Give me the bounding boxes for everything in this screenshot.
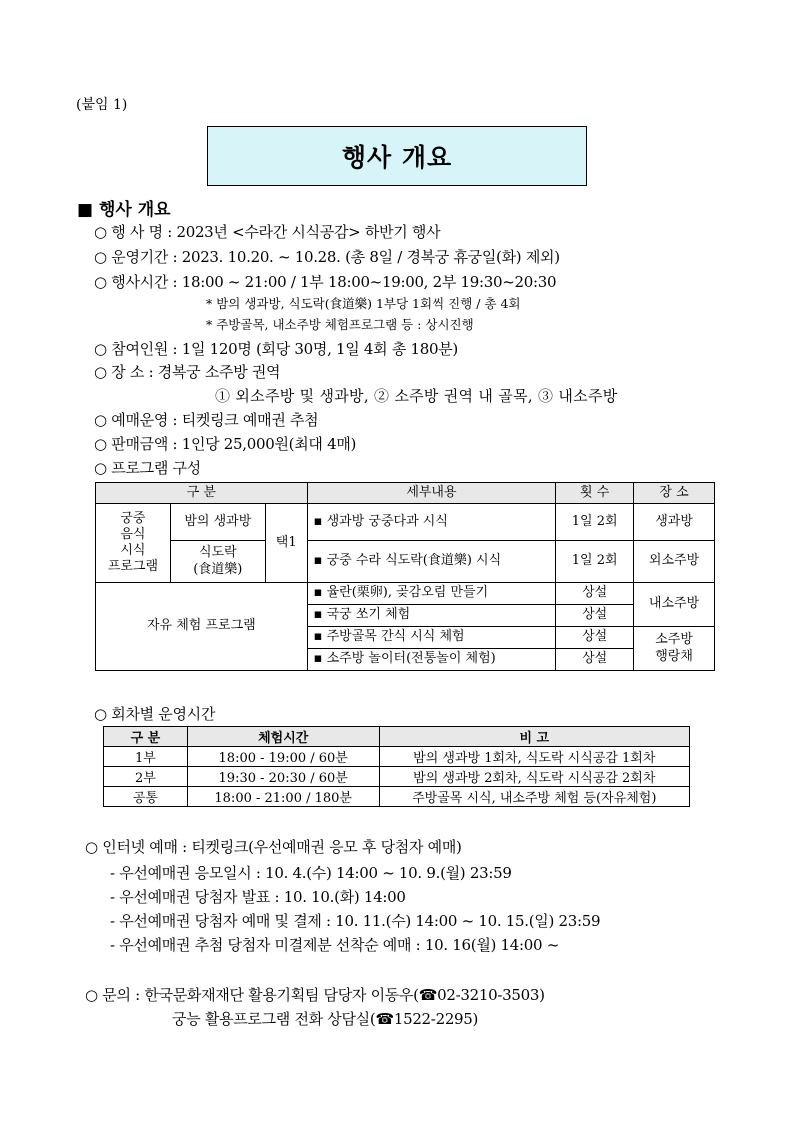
time-table-header-row: [104, 727, 690, 747]
time-header-time: 체험시간: [187, 727, 379, 747]
group-1-label: [96, 504, 171, 583]
time-division: 공통: [104, 787, 188, 807]
phone-icon: ☎: [375, 1010, 394, 1028]
program-place-line: 소주방: [655, 632, 693, 648]
hours-note-1: * 밤의 생과방, 식도락(食道樂) 1부당 1회씩 진행 / 총 4회: [206, 296, 521, 311]
table-row: [96, 504, 715, 541]
program-detail: ▪ 소주방 놀이터(전통놀이 체험): [307, 649, 556, 671]
group-1-line: 음식: [120, 526, 146, 542]
time-range: 18:00 - 21:00 / 180분: [187, 787, 379, 807]
program-count: 상설: [556, 605, 634, 627]
place-line: ○ 장 소 : 경복궁 소주방 권역: [94, 363, 281, 381]
period-line: ○ 운영기간 : 2023. 10.20. ~ 10.28. (총 8일 / 경복궁 휴궁일(화) 제외): [94, 248, 560, 266]
select-label: 택1: [265, 504, 307, 583]
online-line: - 우선예매권 당첨자 예매 및 결제 : 10. 11.(수) 14:00 ~ 10. 15.(일) 23:59: [110, 912, 601, 930]
header-detail: 세부내용: [307, 483, 556, 504]
table-row: [96, 541, 715, 583]
program-detail: ▪ 율란(栗卵), 곶감오림 만들기: [307, 583, 556, 605]
time-note: 밤의 생과방 2회차, 식도락 시식공감 2회차: [379, 767, 689, 787]
program-table: [95, 482, 715, 671]
group-1-line: 시식: [120, 543, 146, 558]
program-detail: ▪ 주방골목 간식 시식 체험: [307, 627, 556, 649]
contact-text: 궁능 활용프로그램 전화 상담실(: [172, 1010, 376, 1028]
header-division: 구 분: [96, 483, 308, 504]
program-place: 외소주방: [634, 541, 715, 583]
time-table: [103, 726, 690, 807]
program-heading: ○ 프로그램 구성: [94, 459, 201, 477]
time-range: 19:30 - 20:30 / 60분: [187, 767, 379, 787]
program-name: 밤의 생과방: [170, 504, 265, 541]
header-place: 장 소: [634, 483, 715, 504]
event-name-line: ○ 행 사 명 : 2023년 <수라간 시식공감> 하반기 행사: [94, 223, 441, 241]
time-division: 1부: [104, 747, 188, 767]
contact-line-2: [172, 1008, 478, 1029]
page-title: [207, 126, 587, 186]
sales-line: ○ 예매운영 : 티켓링크 예매권 추첨: [94, 411, 319, 429]
contact-phone: 02-3210-3503): [437, 986, 545, 1004]
header-count: 횟 수: [556, 483, 634, 504]
page-title-text: 행사 개요: [341, 143, 453, 172]
program-count: 상설: [556, 649, 634, 671]
online-line: - 우선예매권 추첨 당첨자 미결제분 선착순 예매 : 10. 16(월) 14:00 ~: [110, 936, 560, 954]
online-heading: ○ 인터넷 예매 : 티켓링크(우선예매권 응모 후 당첨자 예매): [85, 838, 462, 856]
program-name: [170, 541, 265, 583]
program-place-line: 행랑채: [655, 648, 693, 664]
hours-line: ○ 행사시간 : 18:00 ~ 21:00 / 1부 18:00~19:00, 2부 19:30~20:30: [94, 273, 557, 291]
program-place: [634, 627, 715, 671]
time-header-note: 비 고: [379, 727, 689, 747]
time-range: 18:00 - 19:00 / 60분: [187, 747, 379, 767]
phone-icon: ☎: [418, 986, 438, 1004]
attachment-label: (붙임 1): [76, 97, 128, 113]
program-detail: ▪ 국궁 쏘기 체험: [307, 605, 556, 627]
online-line: - 우선예매권 당첨자 발표 : 10. 10.(화) 14:00: [110, 888, 406, 906]
program-count: 상설: [556, 627, 634, 649]
time-note: 주방골목 시식, 내소주방 체험 등(자유체험): [379, 787, 689, 807]
online-line: - 우선예매권 응모일시 : 10. 4.(수) 14:00 ~ 10. 9.(월) 23:59: [110, 864, 512, 882]
program-name-line: (食道樂): [193, 561, 243, 577]
section-heading: ■ 행사 개요: [77, 200, 171, 220]
program-place: 생과방: [634, 504, 715, 541]
program-count: 1일 2회: [556, 541, 634, 583]
program-count: 상설: [556, 583, 634, 605]
time-header-division: 구 분: [104, 727, 188, 747]
group-1-line: 궁중: [120, 510, 146, 526]
program-count: 1일 2회: [556, 504, 634, 541]
program-name-line: 식도락: [198, 545, 237, 561]
time-heading: ○ 회차별 운영시간: [94, 705, 216, 723]
place-detail-line: ① 외소주방 및 생과방, ② 소주방 권역 내 골목, ③ 내소주방: [215, 387, 618, 405]
table-row: [96, 583, 715, 605]
contact-phone: 1522-2295): [393, 1010, 479, 1028]
table-row: [104, 787, 690, 807]
group-1-line: 프로그램: [107, 559, 159, 575]
program-detail: ▪ 생과방 궁중다과 시식: [307, 504, 556, 541]
participants-line: ○ 참여인원 : 1일 120명 (회당 30명, 1일 4회 총 180분): [94, 340, 458, 358]
group-2-label: 자유 체험 프로그램: [96, 583, 308, 671]
price-line: ○ 판매금액 : 1인당 25,000원(최대 4매): [94, 435, 357, 453]
program-table-header-row: [96, 483, 715, 504]
program-detail: ▪ 궁중 수라 식도락(食道樂) 시식: [307, 541, 556, 583]
contact-text: ○ 문의 : 한국문화재재단 활용기획팀 담당자 이동우(: [85, 986, 419, 1004]
table-row: [104, 747, 690, 767]
hours-note-2: * 주방골목, 내소주방 체험프로그램 등 : 상시진행: [206, 317, 474, 332]
time-note: 밤의 생과방 1회차, 식도락 시식공감 1회차: [379, 747, 689, 767]
program-place: 내소주방: [634, 583, 715, 627]
time-division: 2부: [104, 767, 188, 787]
contact-line-1: [85, 984, 545, 1005]
table-row: [104, 767, 690, 787]
